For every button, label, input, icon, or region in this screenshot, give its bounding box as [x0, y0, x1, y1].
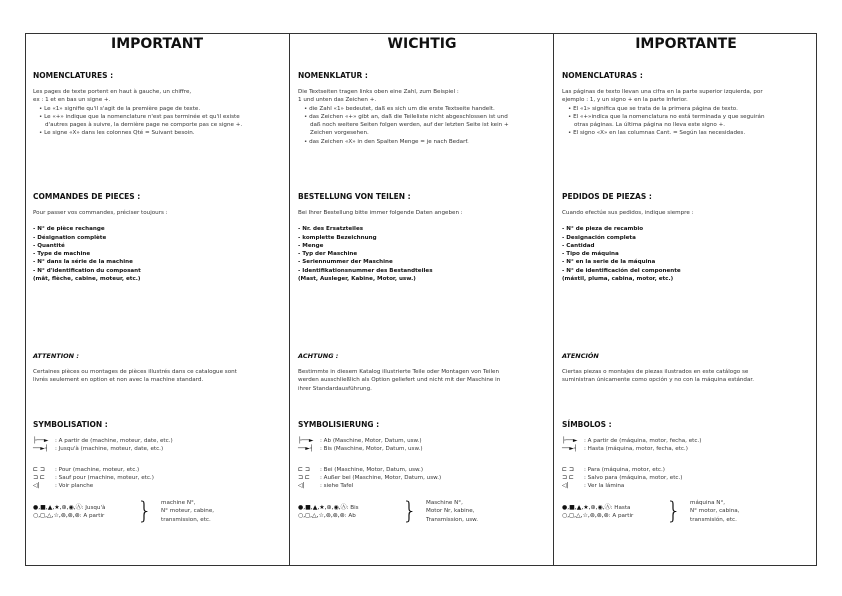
nomenclature-text [298, 88, 548, 146]
bullet-line: • El «1» significa que se trata de la primera página de texto. [568, 105, 738, 112]
side-line: machine N°, [161, 500, 196, 506]
symbol-label: : Ver la lámina [584, 483, 625, 489]
bullet-line: • El «+»indica que la nomenclatura no está terminada y que seguirán [568, 113, 765, 120]
symbol-label: : Jusqu'à (machine, moteur, date, etc.) [55, 446, 164, 452]
attention-line: Ciertas piezas o montajes de piezas ilustrados en este catálogo se [562, 369, 749, 375]
order-item: (mástil, pluma, cabina, motor, etc.) [562, 276, 674, 283]
symbol-label: : Bei (Maschine, Motor, Datum, usw.) [320, 467, 424, 473]
arrow-to-icon: ──►┤ [33, 445, 49, 452]
bracket-for-icon: ⊏ ⊐ [33, 466, 45, 473]
order-heading: PEDIDOS DE PIEZAS : [562, 192, 652, 201]
column-title: IMPORTANTE [635, 36, 737, 52]
filled-marks-icon: ●,■,▲,★,⊛,◉,Ⓐ [33, 504, 82, 511]
column-1 [289, 33, 554, 566]
bracket-except-icon: ⊐ ⊏ [562, 474, 574, 481]
arrow-from-icon: ├──► [33, 437, 49, 444]
intro-line: 1 und unten das Zeichen +. [298, 97, 377, 104]
nomenclature-text [33, 88, 283, 138]
order-intro: Pour passer vos commandes, préciser toujours : [33, 210, 168, 216]
arrow-to-icon: ──►┤ [298, 445, 314, 452]
symbol-row [298, 445, 423, 453]
column-2 [553, 33, 818, 566]
order-item: - N° de identificación del componente [562, 267, 681, 274]
order-item: - Designación completa [562, 234, 636, 241]
symbol-label: : A partir [79, 513, 105, 519]
side-line: Transmission, usw. [426, 516, 478, 523]
attention-heading: ACHTUNG : [298, 352, 339, 360]
symbol-label: : Jusqu'à [81, 505, 106, 511]
nomenclature-heading: NOMENCLATURES : [33, 71, 114, 80]
nomenclature-heading: NOMENKLATUR : [298, 71, 368, 80]
intro-line: ex : 1 et en bas un signe +. [33, 97, 111, 104]
symbol-label: : Para (máquina, motor, etc.) [584, 467, 665, 473]
bracket-except-icon: ⊐ ⊏ [33, 474, 45, 481]
order-item: - komplette Bezeichnung [298, 234, 377, 241]
attention-line: ihrer Standardausführung. [298, 385, 372, 392]
symbol-label: : Ab (Maschine, Motor, Datum, usw.) [320, 438, 422, 444]
order-item: - Identifikationsnummer des Bestandteiles [298, 267, 433, 274]
nomenclature-heading: NOMENCLATURAS : [562, 71, 643, 80]
bracket-for-icon: ⊏ ⊐ [562, 466, 574, 473]
order-heading: BESTELLUNG VON TEILEN : [298, 192, 411, 201]
bullet-line: • El signo «X» en las columnas Cant. = Según las necesidades. [568, 130, 746, 137]
bullet-line: • die Zahl «1» bedeutet, daß es sich um die erste Textseite handelt. [304, 105, 495, 112]
order-item: - Menge [298, 242, 324, 249]
order-item: - Cantidad [562, 242, 595, 249]
column-title: WICHTIG [387, 36, 457, 52]
attention-line: Certaines pièces ou montages de pièces illustrés dans ce catalogue sont [33, 369, 237, 375]
symbol-row [298, 482, 353, 490]
open-marks-icon: ○,◻,△,☆,⊚,⊚,⊚ [562, 512, 609, 519]
open-marks-icon: ○,◻,△,☆,⊚,⊚,⊚ [298, 512, 345, 519]
order-item: - Seriennummer der Maschine [298, 259, 393, 266]
attention-line: suministran únicamente como opción y no con la máquina estándar. [562, 377, 754, 384]
symbol-label: : Voir planche [55, 483, 94, 489]
bullet-line: • Le signe «X» dans les colonnes Qté = Suivant besoin. [39, 130, 195, 137]
symbol-side-text [426, 499, 478, 524]
order-item: - N° de pièce rechange [33, 226, 105, 233]
symbol-row [33, 482, 93, 490]
attention-heading: ATENCIÓN [562, 352, 599, 360]
column-0 [25, 33, 289, 566]
order-item: - Nr. des Ersatzteiles [298, 226, 364, 233]
order-item: - Quantité [33, 242, 65, 249]
symbol-label: : siehe Tafel [320, 483, 354, 489]
order-intro: Bei Ihrer Bestellung bitte immer folgende Daten angeben : [298, 210, 463, 216]
symbol-label: : A partir [608, 513, 634, 519]
bullet-line: • das Zeichen «X» in den Spalten Menge = je nach Bedarf. [304, 138, 469, 145]
symbol-row [562, 512, 633, 520]
symbol-label: : Pour (machine, moteur, etc.) [55, 467, 140, 473]
bullet-line: otras páginas. La última página no lleva este signo +. [574, 122, 726, 129]
symbol-label: : Sauf pour (machine, moteur, etc.) [55, 475, 154, 481]
order-item: - N° dans la série de la machine [33, 259, 133, 266]
filled-marks-icon: ●,■,▲,★,⊛,◉,Ⓐ [298, 504, 347, 511]
intro-line: ejemplo : 1, y un signo + en la parte inferior. [562, 97, 688, 104]
intro-line: Las páginas de texto llevan una cifra en la parte superior izquierda, por [562, 89, 763, 95]
side-line: N° moteur, cabine, [161, 508, 215, 515]
order-item: - Désignation complète [33, 234, 107, 241]
attention-heading: ATTENTION : [33, 352, 79, 360]
bullet-line: • Le «+» indique que la nomenclature n'est pas terminée et qu'il existe [39, 113, 240, 120]
symbol-label: : Hasta (máquina, motor, fecha, etc.) [584, 446, 688, 452]
order-item: - N° d'identification du composant [33, 267, 141, 274]
bullet-line: daß noch weitere Seiten folgen werden, auf der letzten Seite ist kein + [310, 122, 509, 129]
side-line: transmission, etc. [161, 516, 211, 523]
brace-icon: } [137, 497, 153, 525]
see-plate-icon: ◁| [33, 482, 40, 489]
order-item: - Type de machine [33, 251, 91, 258]
bullet-line: d'autres pages à suivre, la dernière page ne comporte pas ce signe +. [45, 122, 243, 129]
see-plate-icon: ◁| [562, 482, 569, 489]
order-text [298, 209, 548, 283]
intro-line: Les pages de texte portent en haut à gauche, un chiffre, [33, 89, 192, 95]
symbols-heading: SÍMBOLOS : [562, 420, 612, 429]
attention-text [298, 368, 548, 393]
order-item: (mât, flèche, cabine, moteur, etc.) [33, 276, 141, 283]
open-marks-icon: ○,◻,△,☆,⊚,⊚,⊚ [33, 512, 80, 519]
order-text [562, 209, 812, 283]
order-item: - N° en la serie de la máquina [562, 259, 656, 266]
attention-line: Bestimmte in diesem Katalog illustrierte Teile oder Montagen von Teilen [298, 369, 500, 375]
bracket-except-icon: ⊐ ⊏ [298, 474, 310, 481]
nomenclature-text [562, 88, 812, 138]
side-line: máquina N°, [690, 500, 726, 506]
symbol-label: : A partir de (machine, moteur, date, etc.) [55, 438, 173, 444]
see-plate-icon: ◁| [298, 482, 305, 489]
symbol-row [33, 512, 104, 520]
order-item: (Mast, Ausleger, Kabine, Motor, usw.) [298, 276, 416, 283]
symbols-heading: SYMBOLISATION : [33, 420, 108, 429]
symbol-label: : Hasta [610, 505, 631, 511]
side-line: Motor Nr, kabine, [426, 508, 475, 515]
symbol-row [562, 482, 624, 490]
order-item: - Typ der Maschine [298, 251, 358, 258]
symbol-label: : Salvo para (máquina, motor, etc.) [584, 475, 683, 481]
order-text [33, 209, 283, 283]
symbol-row [33, 445, 163, 453]
side-line: transmisión, etc. [690, 516, 737, 523]
attention-line: werden ausschließlich als Option geliefert und nicht mit der Maschine in [298, 377, 501, 384]
brace-icon: } [402, 497, 418, 525]
symbol-side-text [690, 499, 739, 524]
symbol-row [562, 445, 688, 453]
side-line: Maschine N°, [426, 500, 463, 506]
order-item: - Tipo de máquina [562, 251, 619, 258]
side-line: N° motor, cabina, [690, 508, 740, 515]
bracket-for-icon: ⊏ ⊐ [298, 466, 310, 473]
symbol-side-text [161, 499, 214, 524]
symbol-label: : Außer bei (Maschine, Motor, Datum, usw.) [320, 475, 442, 481]
bullet-line: Zeichen vorgesehen. [310, 130, 369, 137]
filled-marks-icon: ●,■,▲,★,⊛,◉,Ⓐ [562, 504, 611, 511]
order-intro: Cuando efectúe sus pedidos, indique siempre : [562, 210, 694, 216]
attention-line: livrés seulement en option et non avec la machine standard. [33, 377, 204, 384]
symbols-heading: SYMBOLISIERUNG : [298, 420, 380, 429]
column-title: IMPORTANT [110, 36, 204, 52]
arrow-from-icon: ├──► [298, 437, 314, 444]
arrow-from-icon: ├──► [562, 437, 578, 444]
bullet-line: • das Zeichen «+» gibt an, daß die Teileliste nicht abgeschlossen ist und [304, 113, 508, 120]
symbol-label: : Ab [344, 513, 356, 519]
attention-text [562, 368, 812, 385]
brace-icon: } [666, 497, 682, 525]
symbol-row [298, 512, 356, 520]
order-heading: COMMANDES DE PIECES : [33, 192, 141, 201]
order-item: - N° de pieza de recambio [562, 226, 644, 233]
arrow-to-icon: ──►┤ [562, 445, 578, 452]
symbol-label: : Bis (Maschine, Motor, Datum, usw.) [320, 446, 423, 452]
attention-text [33, 368, 283, 385]
symbol-label: : Bis [346, 505, 359, 511]
symbol-label: : A partir de (máquina, motor, fecha, etc.) [584, 438, 702, 444]
bullet-line: • Le «1» signifie qu'il s'agit de la première page de texte. [39, 105, 201, 112]
intro-line: Die Textseiten tragen links oben eine Zahl, zum Beispiel : [298, 89, 459, 95]
